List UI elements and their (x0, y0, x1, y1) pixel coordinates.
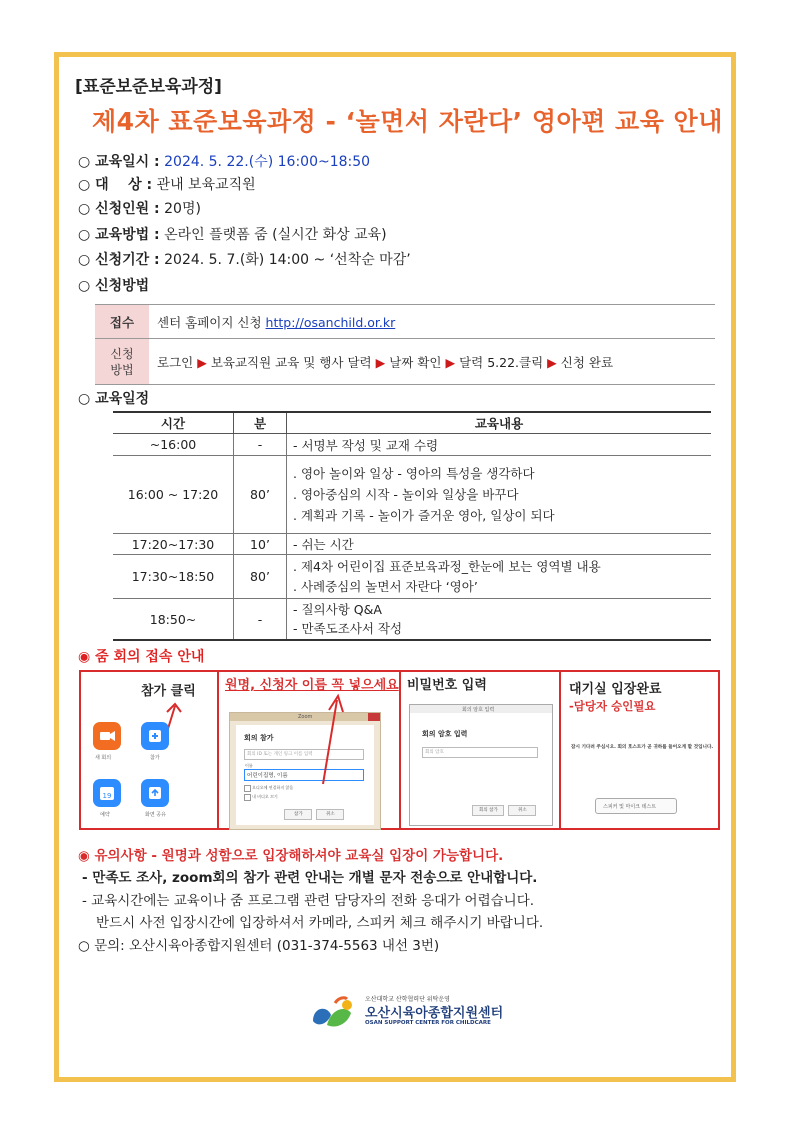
step: 날짜 확인 (389, 354, 442, 370)
info-value: 2024. 5. 22.(수) 16:00~18:50 (164, 154, 371, 170)
contact-info: ○ 문의: 오산시육아종합지원센터 (031-374-5563 내선 3번) (78, 938, 440, 954)
logo-english: OSAN SUPPORT CENTER FOR CHILDCARE (365, 1020, 491, 1026)
center-logo (309, 993, 509, 1033)
content-line: - 만족도조사서 작성 (293, 621, 403, 636)
content-line: . 영아중심의 시작 - 놀이와 일상을 바꾸다 (293, 487, 519, 502)
homepage-link[interactable]: http://osanchild.or.kr (265, 314, 396, 330)
apply-key: 접수 (95, 305, 149, 339)
panel2-label: 원명, 신청자 이름 꼭 넣으세요 (225, 678, 399, 693)
button-label: 참가 (294, 812, 303, 817)
checkbox[interactable] (244, 794, 251, 801)
checkbox[interactable] (244, 785, 251, 792)
notice-4: 반드시 사전 입장시간에 입장하셔서 카메라, 스피커 체크 해주시기 바랍니다. (96, 915, 544, 931)
window-title: 회의 암호 입력 (462, 707, 495, 713)
zoom-join-window (229, 712, 381, 830)
notice-text: 원명과 성함으로 입장해하셔야 교육실 입장이 가능합니다. (161, 848, 504, 864)
input-value: 어린이집명, 이름 (247, 773, 288, 779)
content-line: . 사례중심의 놀면서 자란다 ‘영아’ (293, 578, 478, 594)
join-dialog (236, 725, 374, 825)
input-placeholder: 회의 ID 또는 개인 링크 이름 입력 (247, 752, 313, 757)
apply-steps (149, 339, 715, 385)
info-label: ○ 대 상 : (78, 177, 153, 193)
cell-time: ~16:00 (113, 434, 234, 456)
section-title: ○ 교육일정 (78, 391, 150, 407)
step: 달력 5.22.클릭 (459, 354, 544, 370)
category-label: [표준보준보육과정] (75, 77, 222, 97)
panel1-label: 참가 클릭 (141, 684, 196, 699)
window-title: Zoom (298, 714, 313, 720)
info-period (78, 249, 411, 269)
content-line: . 계획과 기록 - 놀이가 즐거운 영아, 일상이 되다 (293, 508, 555, 523)
password-input[interactable] (422, 747, 538, 758)
column-header: 시간 (113, 412, 234, 434)
notice-1 (78, 844, 503, 864)
arrow-icon: ▶ (547, 354, 557, 370)
cell-min: 10’ (234, 534, 287, 555)
column-header: 교육내용 (287, 412, 712, 434)
table-row (113, 534, 711, 555)
checkbox-label: 오디오에 연결하지 않음 (252, 785, 294, 790)
pointer-arrow-icon (311, 692, 351, 788)
step: 신청 완료 (560, 354, 614, 370)
cancel-button[interactable] (508, 805, 536, 816)
apply-key-line: 방법 (110, 362, 134, 377)
icon-caption: 예약 (100, 812, 110, 818)
apply-table (95, 304, 715, 385)
close-icon[interactable] (368, 713, 380, 721)
step: 로그인 (157, 354, 194, 370)
info-label: ○ 교육일시 : (78, 154, 160, 170)
logo-name: 오산시육아종합지원센터 (365, 1006, 504, 1021)
apply-text: 센터 홈페이지 신청 (157, 314, 262, 330)
schedule-title (78, 388, 149, 408)
apply-key-line: 신청 (110, 346, 134, 361)
password-window (409, 704, 553, 826)
button-label: 스피커 및 마이크 테스트 (603, 804, 657, 810)
cell-content (287, 599, 712, 641)
table-row (113, 599, 711, 641)
cell-min: 80’ (234, 555, 287, 599)
column-header: 분 (234, 412, 287, 434)
info-target (78, 174, 256, 194)
apply-row-method (95, 339, 715, 385)
table-row (113, 555, 711, 599)
cell-content: - 서명부 작성 및 교재 수령 (287, 434, 712, 456)
zoom-heading: ◉ 줌 회의 접속 안내 (78, 649, 205, 665)
info-value: 온라인 플랫폼 줌 (실시간 화상 교육) (164, 227, 387, 243)
info-apply-method (78, 275, 149, 295)
info-date (78, 151, 370, 171)
button-label: 취소 (326, 812, 335, 817)
button-label: 회의 참가 (479, 808, 498, 813)
share-screen-icon[interactable] (141, 779, 169, 807)
info-label: ○ 교육방법 : (78, 227, 160, 243)
step: 보육교직원 교육 및 행사 달력 (210, 354, 372, 370)
icon-caption: 참가 (150, 755, 160, 761)
join-button[interactable] (284, 809, 312, 820)
table-row (113, 434, 711, 456)
input-caption: 이름 (245, 763, 253, 768)
arrow-icon: ▶ (197, 354, 207, 370)
panel4-label: 대기실 입장완료 (569, 682, 662, 697)
dialog-title: 회의 암호 입력 (422, 730, 468, 738)
logo-mark-icon (309, 995, 359, 1031)
new-meeting-icon[interactable] (93, 722, 121, 750)
notice-prefix: ◉ 유의사항 - (78, 848, 162, 864)
panel-divider (399, 672, 401, 828)
waiting-message: 잠시 기다려 주십시오. 회의 호스트가 곧 귀하를 들어오게 할 것입니다. (571, 745, 714, 750)
info-label: ○ 신청인원 : (78, 201, 160, 217)
cell-content (287, 456, 712, 534)
zoom-guide (79, 670, 720, 830)
button-label: 취소 (518, 808, 527, 813)
page-title: 제4차 표준보육과정 - ‘놀면서 자란다’ 영아편 교육 안내 (92, 107, 723, 136)
dialog-title: 회의 참가 (244, 734, 274, 742)
speaker-test-button[interactable] (595, 798, 677, 814)
cell-time: 17:20~17:30 (113, 534, 234, 555)
waiting-room (569, 718, 713, 824)
content-line: . 제4차 어린이집 표준보육과정_한눈에 보는 영역별 내용 (293, 558, 601, 574)
info-label: ○ 신청기간 : (78, 252, 160, 268)
schedule-table (113, 411, 711, 641)
cell-min: - (234, 434, 287, 456)
info-method (78, 224, 387, 244)
panel4-sublabel: -담당자 승인필요 (569, 699, 656, 713)
panel-divider (559, 672, 561, 828)
cell-min: 80’ (234, 456, 287, 534)
info-capacity (78, 198, 201, 218)
cell-content (287, 555, 712, 599)
join-meeting-button[interactable] (472, 805, 504, 816)
info-label: ○ 신청방법 (78, 278, 150, 294)
cell-time: 17:30~18:50 (113, 555, 234, 599)
info-value: 관내 보육교직원 (156, 177, 256, 193)
content-line: . 영아 놀이와 일상 - 영아의 특성을 생각하다 (293, 466, 535, 481)
cell-content: - 쉬는 시간 (287, 534, 712, 555)
icon-caption: 화면 공유 (145, 812, 166, 818)
apply-key (95, 339, 149, 385)
content-line: - 질의사항 Q&A (293, 602, 382, 617)
panel3-label: 비밀번호 입력 (407, 678, 487, 693)
svg-text:19: 19 (102, 792, 112, 800)
cell-min: - (234, 599, 287, 641)
info-value: 2024. 5. 7.(화) 14:00 ~ ‘선착순 마감’ (164, 252, 411, 268)
schedule-icon[interactable] (93, 779, 121, 807)
schedule-header-row (113, 412, 711, 434)
apply-value (149, 305, 715, 339)
panel-divider (217, 672, 219, 828)
cancel-button[interactable] (316, 809, 344, 820)
arrow-icon: ▶ (445, 354, 456, 370)
logo-subtitle: 오산대학교 산학협력단 위탁운영 (365, 996, 450, 1003)
cell-time: 16:00 ~ 17:20 (113, 456, 234, 534)
info-value: 20명) (164, 201, 201, 217)
notice-3: - 교육시간에는 교육이나 줌 프로그램 관련 담당자의 전화 응대가 어렵습니다. (82, 893, 535, 909)
apply-row-receipt (95, 305, 715, 339)
join-icon[interactable] (141, 722, 169, 750)
checkbox-label: 내 비디오 끄기 (252, 794, 278, 799)
cell-time: 18:50~ (113, 599, 234, 641)
icon-caption: 새 회의 (95, 755, 112, 761)
arrow-icon: ▶ (375, 354, 386, 370)
input-placeholder: 회의 암호 (425, 750, 444, 755)
notice-2: - 만족도 조사, zoom회의 참가 관련 안내는 개별 문자 전송으로 안내합니다. (82, 870, 538, 886)
table-row (113, 456, 711, 534)
